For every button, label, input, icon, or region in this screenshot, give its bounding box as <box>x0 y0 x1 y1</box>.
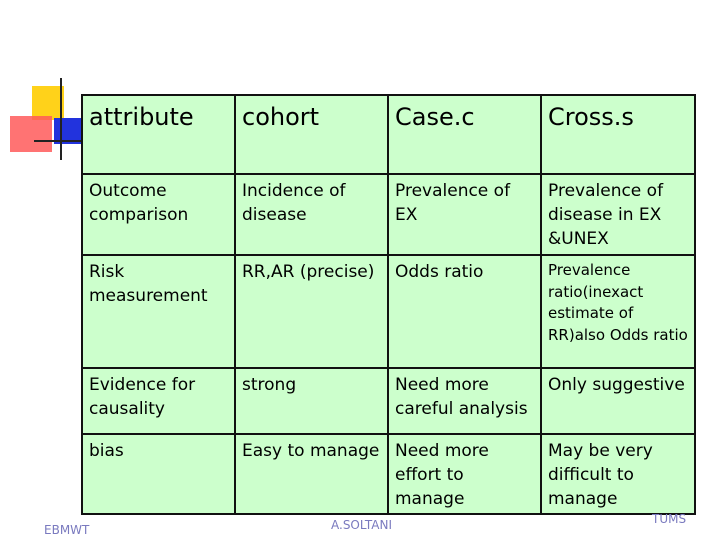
comparison-table <box>81 94 696 515</box>
table-cell: Odds ratio <box>388 255 541 368</box>
table-cell: Prevalence of disease in EX &UNEX <box>541 174 695 255</box>
table-header-row <box>82 95 695 174</box>
table-row <box>82 368 695 434</box>
footer-right-label: TUMS <box>652 512 687 526</box>
table-cell: Prevalence ratio(inexact estimate of RR)also Odds ratio <box>541 255 695 368</box>
footer-left-label: EBMWT <box>44 523 90 537</box>
table-row <box>82 174 695 255</box>
header-cell-cross-sectional: Cross.s <box>541 95 695 174</box>
table-cell: Prevalence of EX <box>388 174 541 255</box>
logo-red-square <box>10 116 52 152</box>
table-cell: Need more careful analysis <box>388 368 541 434</box>
table-cell: Need more effort to manage <box>388 434 541 514</box>
logo-vertical-line <box>60 78 62 160</box>
header-cell-case-control: Case.c <box>388 95 541 174</box>
table-cell: Risk measurement <box>82 255 235 368</box>
table-cell: Only suggestive <box>541 368 695 434</box>
header-cell-attribute: attribute <box>82 95 235 174</box>
table-cell: Evidence for causality <box>82 368 235 434</box>
table-cell: Incidence of disease <box>235 174 388 255</box>
table-cell: Outcome comparison <box>82 174 235 255</box>
table-row <box>82 255 695 368</box>
logo-horizontal-line <box>34 140 86 142</box>
header-cell-cohort: cohort <box>235 95 388 174</box>
table-cell: May be very difficult to manage <box>541 434 695 514</box>
table-row <box>82 434 695 514</box>
table-cell: Easy to manage <box>235 434 388 514</box>
table-cell: bias <box>82 434 235 514</box>
footer-author-label: A.SOLTANI <box>331 518 393 532</box>
table-cell: strong <box>235 368 388 434</box>
table-cell: RR,AR (precise) <box>235 255 388 368</box>
